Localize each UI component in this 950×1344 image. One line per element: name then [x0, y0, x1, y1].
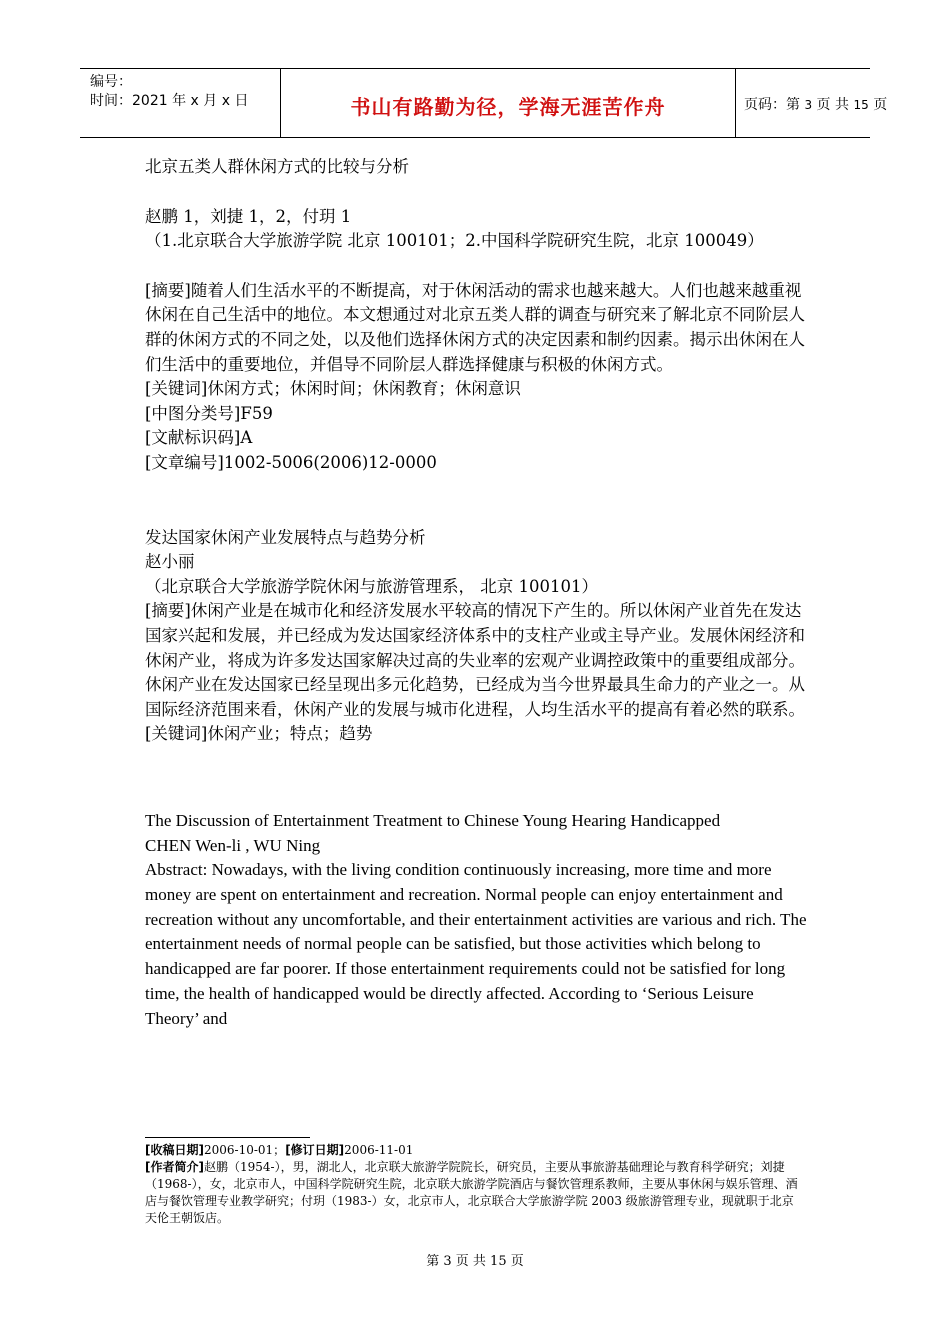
- footnote-bio: [145, 1159, 800, 1227]
- article-2: [145, 526, 810, 747]
- revised-label: [修订日期]: [285, 1143, 345, 1157]
- article-2-title: 发达国家休闲产业发展特点与趋势分析: [145, 527, 426, 547]
- document-body: [145, 155, 810, 1031]
- bio-text: 赵鹏（1954-），男，湖北人，北京联大旅游学院院长，研究员，主要从事旅游基础理论与教育科学研究；刘捷（1968-），女，北京市人，中国科学院研究生院，北京联大旅游学院酒店与餐饮管理系教师，主要从事休闲与娱乐管理、酒店与餐饮管理专业教学研究；付玥（1983-）女，北京市人，北京联合大学旅游学院 2003 级旅游管理专业，现就职于北京天伦王朝饭店。: [145, 1160, 798, 1225]
- article-1-affiliation: （1.北京联合大学旅游学院 北京 100101；2.中国科学院研究生院，北京 100049）: [145, 231, 764, 251]
- header-meta-cell: [80, 69, 281, 137]
- footnote-divider: [145, 1137, 310, 1138]
- header-page-cell: [736, 69, 888, 137]
- article-1-keywords: [关键词]休闲方式；休闲时间；休闲教育；休闲意识: [145, 379, 521, 399]
- header-motto: 书山有路勤为径，学海无涯苦作舟: [350, 95, 666, 119]
- article-1-article-no: [文章编号]1002-5006(2006)12-0000: [145, 452, 437, 472]
- page-footer: 第 3 页 共 15 页: [426, 1254, 524, 1269]
- page-suffix: 页: [873, 97, 888, 113]
- received-value: 2006-10-01；: [203, 1143, 286, 1157]
- footnote: [145, 1142, 800, 1227]
- article-1-clc: [中图分类号]F59: [145, 403, 273, 423]
- article-2-affiliation: （北京联合大学旅游学院休闲与旅游管理系， 北京 100101）: [145, 576, 598, 596]
- article-1-authors: 赵鹏 1，刘捷 1，2，付玥 1: [145, 206, 352, 226]
- article-3-abstract: Abstract: Nowadays, with the living condition continuously increasing, more time and more money are spent on entertainment and recreation. Normal people can enjoy entertainment and recreation without any uncomfortable, and their entertainment activities are various and rich. The entertainment needs of normal people can be satisfied, but those activities which belong to handicapped are far poorer. If those entertainment requirements could not be satisfied for long time, the health of handicapped would be directly affected. According to ‘Serious Leisure Theory’ and: [145, 860, 807, 1028]
- article-1-title: 北京五类人群休闲方式的比较与分析: [145, 157, 409, 176]
- header-motto-cell: [281, 69, 736, 137]
- revised-value: 2006-11-01: [344, 1143, 414, 1157]
- article-1: [145, 155, 810, 476]
- article-1-doc-code: [文献标识码]A: [145, 428, 253, 448]
- article-2-abstract: [摘要]休闲产业是在城市化和经济发展水平较高的情况下产生的。所以休闲产业首先在发达国家兴起和发展，并已经成为发达国家经济体系中的支柱产业或主导产业。发展休闲经济和休闲产业，将成为许多发达国家解决过高的失业率的宏观产业调控政策中的重要组成部分。休闲产业在发达国家已经呈现出多元化趋势，已经成为当今世界最具生命力的产业之一。从国际经济范围来看，休闲产业的发展与城市化进程，人均生活水平的提高有着必然的联系。: [145, 601, 805, 719]
- received-label: [收稿日期]: [145, 1143, 204, 1157]
- article-3-title: The Discussion of Entertainment Treatment to Chinese Young Hearing Handicapped: [145, 810, 721, 830]
- page-total: 15: [853, 98, 869, 112]
- article-2-author: 赵小丽: [145, 552, 195, 572]
- doc-time-label: 时间：2021 年 x 月 x 日: [90, 93, 249, 109]
- page-mid: 页 共: [816, 97, 849, 113]
- page-header: [80, 68, 888, 138]
- footnote-dates: [145, 1142, 800, 1159]
- article-3-authors: CHEN Wen-li , WU Ning: [145, 835, 321, 855]
- page-current: 3: [804, 98, 813, 112]
- page-prefix: 页码：第: [744, 97, 800, 113]
- doc-number-label: 编号：: [90, 74, 132, 90]
- bio-label: [作者简介]: [145, 1160, 204, 1174]
- article-2-keywords: [关键词]休闲产业；特点；趋势: [145, 724, 373, 744]
- article-1-abstract: [摘要]随着人们生活水平的不断提高，对于休闲活动的需求也越来越大。人们也越来越重视休闲在自己生活中的地位。本文想通过对北京五类人群的调查与研究来了解北京不同阶层人群的休闲方式的不同之处，以及他们选择休闲方式的决定因素和制约因素。揭示出休闲在人们生活中的重要地位，并倡导不同阶层人群选择健康与积极的休闲方式。: [145, 280, 805, 374]
- article-3: [145, 809, 810, 1031]
- header-page-indicator: [744, 94, 887, 114]
